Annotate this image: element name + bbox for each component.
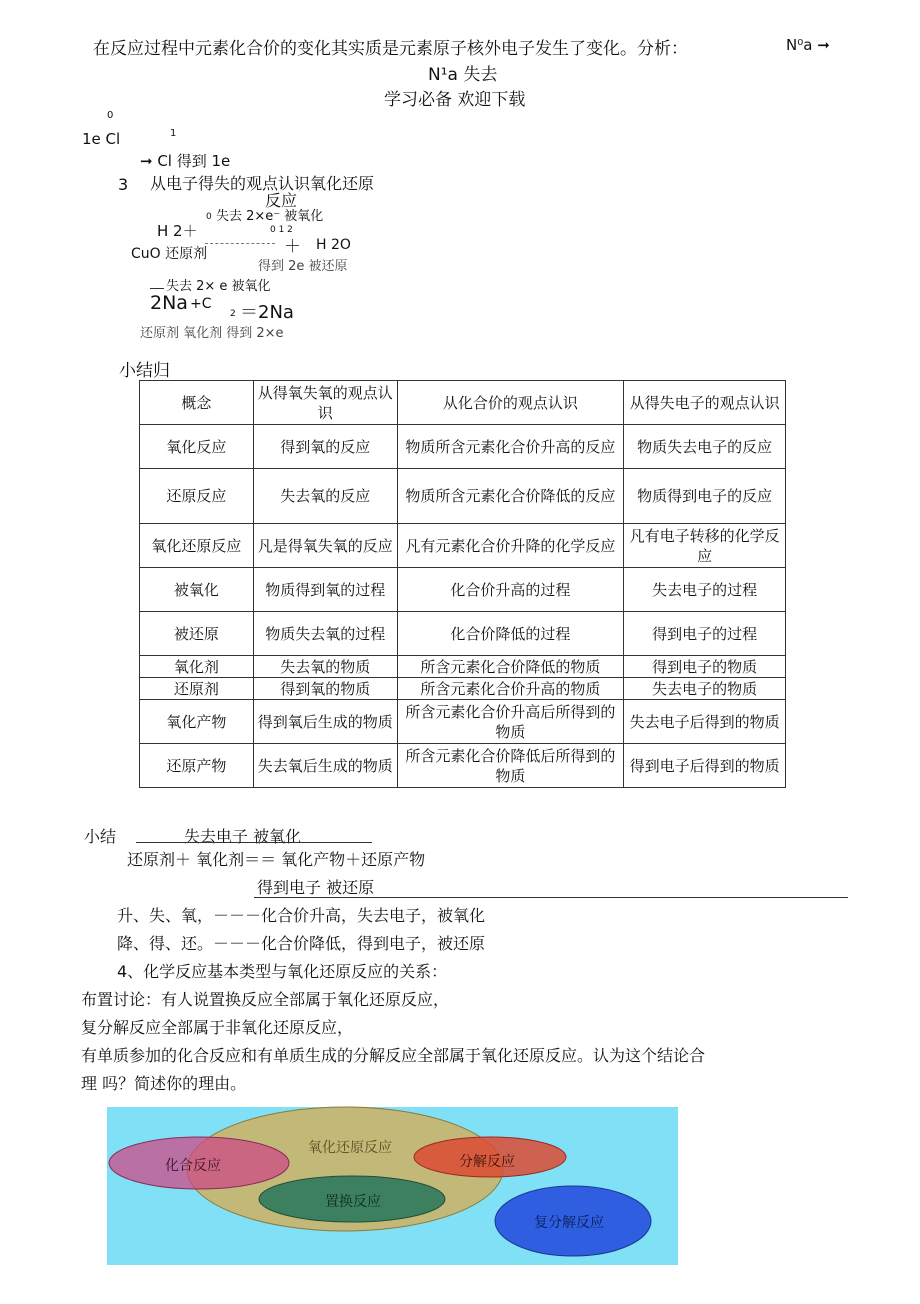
table-cell: 失去电子的物质 [624, 678, 786, 700]
table-header-cell: 从得失电子的观点认识 [624, 381, 786, 425]
table-header-cell: 概念 [140, 381, 254, 425]
table-row [140, 656, 786, 678]
eq1-arrow-line [205, 243, 275, 244]
section4-p2: 复分解反应全部属于非氧化还原反应， [81, 1018, 354, 1037]
table-cell: 所含元素化合价降低的物质 [397, 656, 624, 678]
eq1-h2o: H 2O [316, 237, 351, 253]
venn-big-label: 氧化还原反应 [308, 1140, 392, 1156]
table-cell: 所含元素化合价降低后所得到的物质 [397, 744, 624, 788]
table-cell: 氧化产物 [140, 700, 254, 744]
table-cell: 所含元素化合价升高后所得到的物质 [397, 700, 624, 744]
table-cell: 物质得到氧的过程 [253, 568, 397, 612]
table-cell: 氧化反应 [140, 425, 254, 469]
header-line2: N¹a 失去 [428, 65, 498, 85]
venn-displacement-label: 置换反应 [325, 1194, 381, 1210]
table-cell: 化合价降低的过程 [397, 612, 624, 656]
table-row [140, 425, 786, 469]
table-cell: 失去氧的物质 [253, 656, 397, 678]
eq1-zero: 0 [206, 212, 212, 222]
header-line1: 在反应过程中元素化合价的变化其实质是元素原子核外电子发生了变化。分析： [93, 39, 688, 59]
table-row [140, 678, 786, 700]
table-cell: 失去氧后生成的物质 [253, 744, 397, 788]
table-cell: 凡是得氧失氧的反应 [253, 524, 397, 568]
conclusion-bottom: 得到电子 被还原 [257, 878, 375, 897]
section4-title: 4、化学反应基本类型与氧化还原反应的关系： [117, 962, 448, 981]
table-cell: 被还原 [140, 612, 254, 656]
superscript-one: 1 [170, 128, 177, 139]
venn-diagram [107, 1107, 678, 1265]
conclusion-top: 失去电子 被氧化 [184, 827, 302, 846]
eq1-h2: H 2＋ [157, 222, 198, 240]
eq2-bracket [150, 288, 164, 289]
table-cell: 还原剂 [140, 678, 254, 700]
conclusion-label: 小结 [84, 827, 117, 846]
table-cell: 失去电子的过程 [624, 568, 786, 612]
table-cell: 得到氧的反应 [253, 425, 397, 469]
eq1-bottom-label: 得到 2e 被还原 [258, 259, 348, 274]
venn-double-decomposition-label: 复分解反应 [534, 1215, 604, 1231]
venn-decomposition-label: 分解反应 [459, 1154, 515, 1170]
eq1-plus: ＋ [284, 237, 301, 257]
eq2-c: +C [190, 296, 212, 312]
table-row [140, 524, 786, 568]
table-row [140, 612, 786, 656]
table-cell: 物质失去电子的反应 [624, 425, 786, 469]
section4-p1: 布置讨论：有人说置换反应全部属于氧化还原反应， [81, 990, 450, 1009]
conclusion-top-underline [136, 842, 372, 843]
eq2-bottom-label: 还原剂 氧化剂 得到 2×e [140, 326, 284, 341]
table-cell: 凡有元素化合价升降的化学反应 [397, 524, 624, 568]
conclusion-equation: 还原剂＋ 氧化剂＝＝ 氧化产物＋还原产物 [127, 850, 426, 869]
section3-number: 3 [118, 175, 129, 194]
table-cell: 还原反应 [140, 469, 254, 524]
section4-p3: 有单质参加的化合反应和有单质生成的分解反应全部属于氧化还原反应。认为这个结论合 [81, 1046, 706, 1065]
superscript-zero: 0 [107, 110, 114, 121]
header-line1-right: N⁰a ➞ [786, 36, 830, 54]
section4-p4: 理 吗？简述你的理由。 [81, 1074, 247, 1093]
table-cell: 失去氧的反应 [253, 469, 397, 524]
table-cell: 物质得到电子的反应 [624, 469, 786, 524]
eq1-top-label: 失去 2×e⁻ 被氧化 [216, 209, 324, 224]
table-cell: 得到电子的物质 [624, 656, 786, 678]
section3-title: 从电子得失的观点认识氧化还原 [150, 174, 375, 193]
conclusion-bottom-underline [254, 897, 848, 898]
table-row [140, 700, 786, 744]
table-cell: 失去电子后得到的物质 [624, 700, 786, 744]
table-cell: 化合价升高的过程 [397, 568, 624, 612]
table-cell: 得到电子的过程 [624, 612, 786, 656]
table-cell: 物质所含元素化合价降低的反应 [397, 469, 624, 524]
table-header-row [140, 381, 786, 425]
fragment-1e-cl: 1e Cl [82, 130, 121, 148]
eq1-numbers: 0 1 2 [270, 225, 293, 235]
section3-title2: 反应 [265, 191, 298, 210]
table-cell: 物质所含元素化合价升高的反应 [397, 425, 624, 469]
mnemonic-1: 升、失、氧，－－－化合价升高，失去电子，被氧化 [117, 906, 486, 925]
eq2-main: 2Na [150, 292, 188, 314]
table-cell: 物质失去氧的过程 [253, 612, 397, 656]
table-row [140, 568, 786, 612]
table-cell: 得到氧后生成的物质 [253, 700, 397, 744]
table-cell: 所含元素化合价升高的物质 [397, 678, 624, 700]
table-cell: 还原产物 [140, 744, 254, 788]
eq1-cuo: CuO 还原剂 [131, 246, 208, 262]
table-cell: 得到氧的物质 [253, 678, 397, 700]
summary-table [139, 380, 786, 788]
table-cell: 氧化剂 [140, 656, 254, 678]
eq2-top-label: 失去 2× e 被氧化 [166, 279, 271, 294]
eq2-right: ＝2Na [240, 302, 294, 323]
header-line3: 学习必备 欢迎下载 [384, 90, 526, 110]
fragment-arrow-cl: ➞ Cl 得到 1e [140, 152, 231, 170]
table-cell: 凡有电子转移的化学反应 [624, 524, 786, 568]
table-cell: 得到电子后得到的物质 [624, 744, 786, 788]
venn-combination-label: 化合反应 [165, 1158, 221, 1174]
table-cell: 被氧化 [140, 568, 254, 612]
mnemonic-2: 降、得、还。－－－化合价降低，得到电子，被还原 [117, 934, 486, 953]
table-header-cell: 从化合价的观点认识 [397, 381, 624, 425]
table-cell: 氧化还原反应 [140, 524, 254, 568]
table-row [140, 744, 786, 788]
table-row [140, 469, 786, 524]
summary-title: 小结归 [119, 361, 170, 381]
table-header-cell: 从得氧失氧的观点认识 [253, 381, 397, 425]
eq2-subscript: 2 [230, 309, 236, 319]
